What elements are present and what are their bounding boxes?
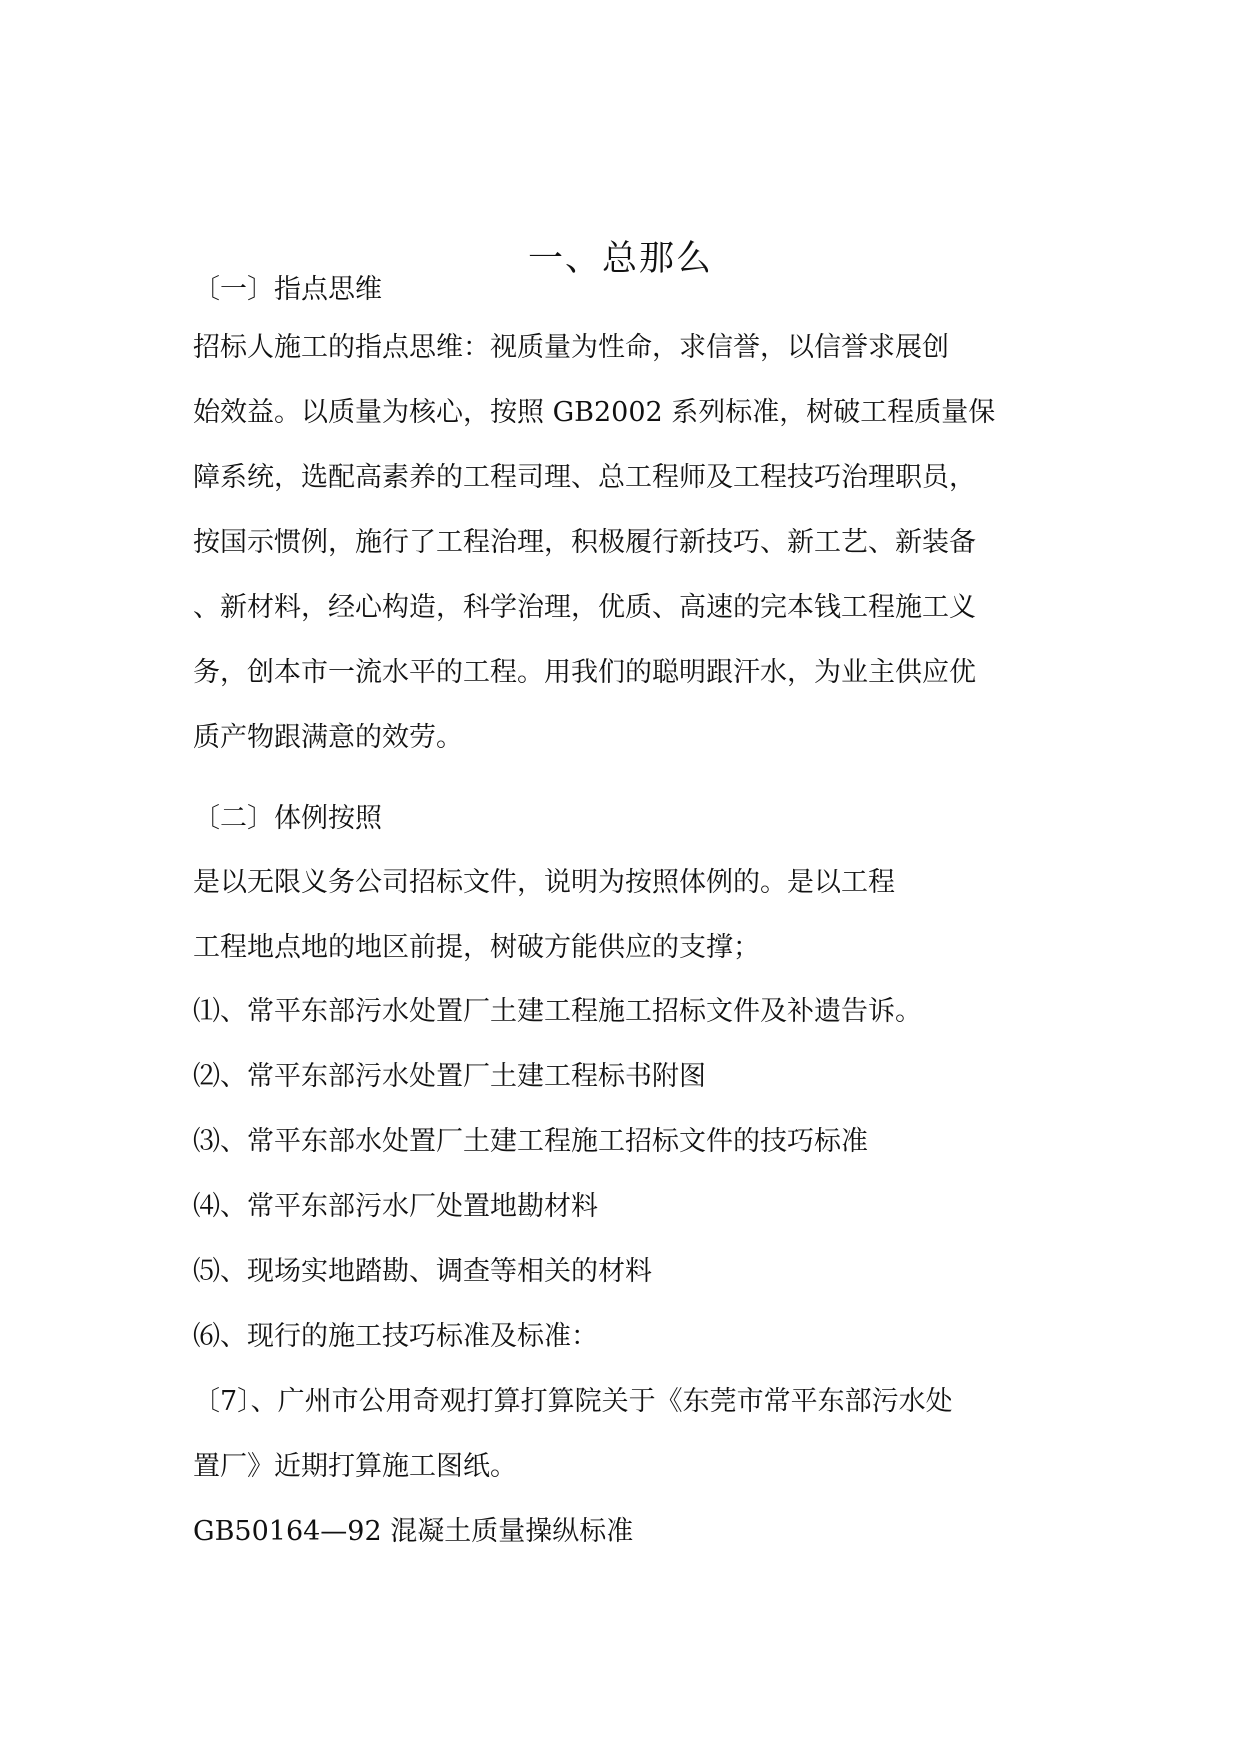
section-intro-line: 是以无限义务公司招标文件，说明为按照体例的。是以工程	[193, 867, 895, 898]
page-title: 一、总那么	[527, 239, 713, 279]
basis-item: ⑹、现行的施工技巧标准及标准：	[193, 1321, 598, 1352]
body-line: 质产物跟满意的效劳。	[193, 722, 463, 753]
basis-item: ⑷、常平东部污水厂处置地勘材料	[193, 1191, 598, 1222]
basis-item-7-line2: 置厂》近期打算施工图纸。	[193, 1451, 517, 1482]
section-heading-compilation-basis: 〔二〕体例按照	[193, 803, 382, 834]
basis-item-7-line1: 〔7〕、广州市公用奇观打算打算院关于《东莞市常平东部污水处	[193, 1386, 953, 1417]
section-intro-line: 工程地点地的地区前提，树破方能供应的支撑；	[193, 932, 760, 963]
standard-line: GB50164—92 混凝土质量操纵标准	[193, 1516, 634, 1547]
basis-item: ⑸、现场实地踏勘、调查等相关的材料	[193, 1256, 652, 1287]
section-heading-guiding-thought: 〔一〕指点思维	[193, 274, 382, 305]
basis-item: ⑶、常平东部水处置厂土建工程施工招标文件的技巧标准	[193, 1126, 868, 1157]
body-line: 障系统，选配高素养的工程司理、总工程师及工程技巧治理职员，	[193, 462, 976, 493]
body-line: 始效益。以质量为核心，按照 GB2002 系列标准，树破工程质量保	[193, 397, 996, 428]
body-line: 、新材料，经心构造，科学治理，优质、高速的完本钱工程施工义	[193, 592, 976, 623]
body-line: 按国示惯例，施行了工程治理，积极履行新技巧、新工艺、新装备	[193, 527, 976, 558]
basis-item: ⑵、常平东部污水处置厂土建工程标书附图	[193, 1061, 706, 1092]
body-line: 务，创本市一流水平的工程。用我们的聪明跟汗水，为业主供应优	[193, 657, 976, 688]
section-body-guiding-thought	[193, 315, 1043, 770]
body-line: 招标人施工的指点思维：视质量为性命，求信誉，以信誉求展创	[193, 332, 949, 363]
basis-item: ⑴、常平东部污水处置厂土建工程施工招标文件及补遗告诉。	[193, 996, 922, 1027]
